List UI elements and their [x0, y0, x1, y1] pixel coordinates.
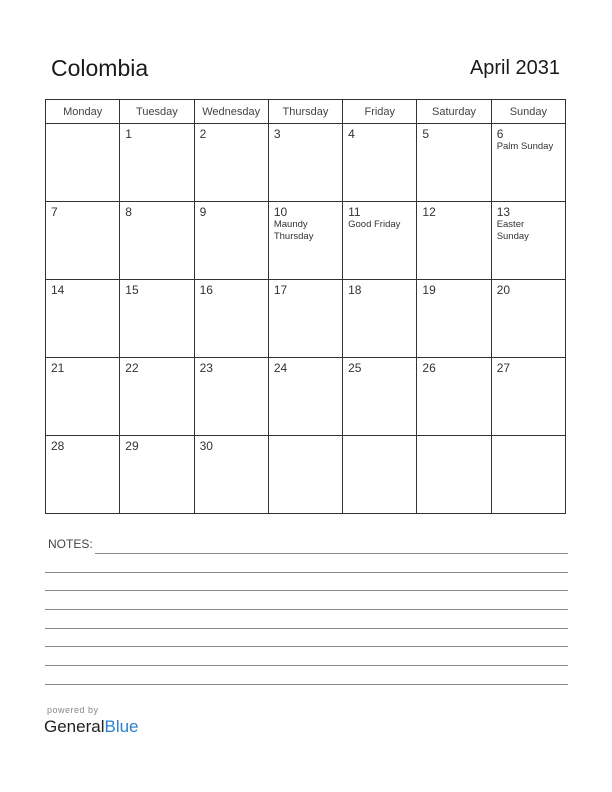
calendar-grid — [45, 99, 566, 514]
notes-label: NOTES: — [48, 537, 93, 551]
day-number: 7 — [51, 205, 58, 219]
holiday-label: Palm Sunday — [496, 141, 554, 152]
day-cell — [268, 436, 342, 514]
notes-line — [45, 628, 568, 629]
day-number: 22 — [125, 361, 139, 375]
day-cell — [417, 124, 491, 202]
day-cell — [46, 280, 120, 358]
week-row — [46, 280, 566, 358]
weekday-header: Monday — [46, 100, 120, 124]
day-number: 1 — [125, 127, 132, 141]
day-number: 30 — [199, 439, 213, 453]
brand-logo — [44, 717, 139, 737]
day-cell — [417, 358, 491, 436]
day-cell — [268, 124, 342, 202]
day-cell — [120, 202, 194, 280]
weekday-header: Sunday — [491, 100, 565, 124]
weekday-header: Friday — [343, 100, 417, 124]
day-cell — [194, 202, 268, 280]
day-number: 19 — [422, 283, 436, 297]
day-number: 9 — [199, 205, 207, 219]
day-cell — [268, 202, 342, 280]
day-number: 26 — [422, 361, 436, 375]
weekday-header: Wednesday — [194, 100, 268, 124]
day-cell — [491, 202, 565, 280]
day-number: 8 — [125, 205, 132, 219]
day-cell — [120, 436, 194, 514]
weekday-header: Thursday — [268, 100, 342, 124]
day-number: 12 — [422, 205, 436, 219]
day-cell — [417, 436, 491, 514]
day-number: 15 — [125, 283, 139, 297]
day-cell — [194, 436, 268, 514]
day-cell — [491, 358, 565, 436]
day-cell — [491, 280, 565, 358]
day-cell — [194, 358, 268, 436]
day-number: 24 — [273, 361, 288, 375]
weekday-header: Saturday — [417, 100, 491, 124]
day-number: 27 — [496, 361, 511, 375]
day-cell — [268, 358, 342, 436]
day-cell — [120, 358, 194, 436]
day-number: 6 — [496, 127, 504, 141]
day-number: 25 — [348, 361, 362, 375]
day-cell — [46, 202, 120, 280]
day-cell — [491, 436, 565, 514]
holiday-label: Good Friday — [348, 219, 401, 230]
day-number: 3 — [273, 127, 281, 141]
day-cell — [343, 436, 417, 514]
holiday-label: Maundy Thursday — [273, 219, 314, 242]
day-number: 28 — [51, 439, 65, 453]
day-cell — [343, 280, 417, 358]
day-cell — [343, 202, 417, 280]
day-number: 14 — [51, 283, 65, 297]
day-cell — [46, 124, 120, 202]
powered-by-text: powered by — [47, 705, 99, 715]
brand-general: General — [44, 717, 105, 736]
day-cell — [491, 124, 565, 202]
day-cell — [120, 280, 194, 358]
notes-line — [45, 572, 568, 573]
day-number: 11 — [348, 205, 361, 219]
day-number: 23 — [199, 361, 213, 375]
holiday-label: Easter Sunday — [496, 219, 529, 242]
week-row — [46, 358, 566, 436]
notes-line — [45, 684, 568, 685]
country-title: Colombia — [51, 55, 149, 81]
day-cell — [343, 358, 417, 436]
day-number: 21 — [51, 361, 65, 375]
day-number: 2 — [199, 127, 207, 141]
weekday-header: Tuesday — [120, 100, 194, 124]
notes-line — [45, 609, 568, 610]
notes-line — [45, 646, 568, 647]
day-number: 10 — [273, 205, 288, 219]
day-cell — [194, 124, 268, 202]
day-number: 20 — [496, 283, 511, 297]
day-number: 4 — [348, 127, 355, 141]
day-number: 18 — [348, 283, 362, 297]
day-cell — [268, 280, 342, 358]
week-row — [46, 436, 566, 514]
notes-line — [45, 665, 568, 666]
day-cell — [194, 280, 268, 358]
notes-line — [45, 590, 568, 591]
brand-blue: Blue — [104, 717, 139, 736]
day-cell — [417, 280, 491, 358]
week-row — [46, 124, 566, 202]
weekday-header-row — [46, 100, 566, 124]
day-number: 5 — [422, 127, 430, 141]
day-number: 17 — [273, 283, 288, 297]
day-cell — [417, 202, 491, 280]
day-cell — [343, 124, 417, 202]
month-year-title: April 2031 — [469, 57, 560, 79]
day-cell — [120, 124, 194, 202]
week-row — [46, 202, 566, 280]
notes-line — [95, 553, 568, 554]
day-cell — [46, 358, 120, 436]
day-number: 29 — [125, 439, 139, 453]
day-number: 16 — [199, 283, 213, 297]
day-cell — [46, 436, 120, 514]
day-number: 13 — [496, 205, 511, 219]
